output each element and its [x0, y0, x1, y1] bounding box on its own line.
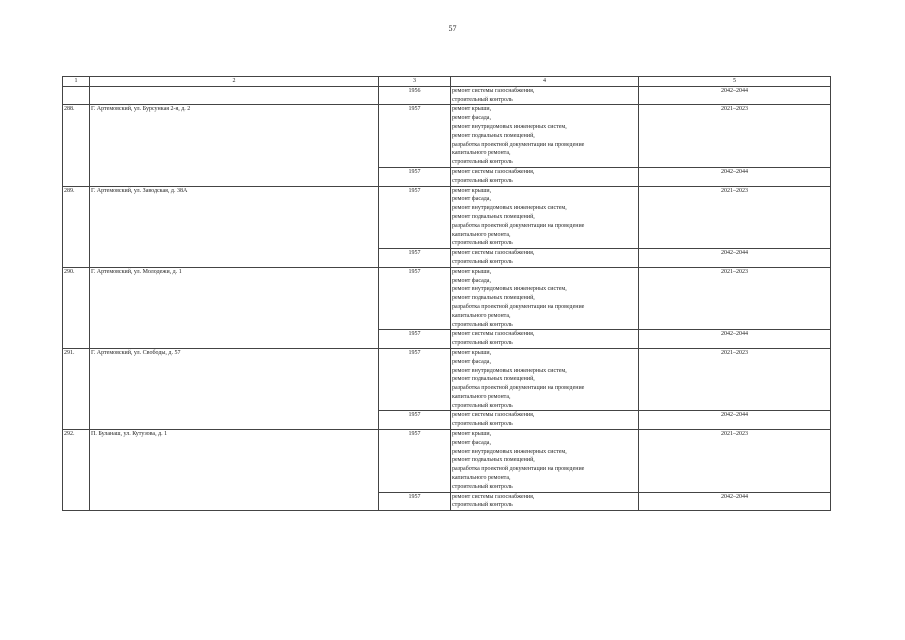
building-address — [90, 86, 379, 105]
year-cell: 1956 — [379, 86, 451, 105]
work-item: ремонт крыши, — [452, 106, 492, 113]
year-cell: 1957 — [379, 348, 451, 411]
work-item: строительный контроль — [452, 483, 513, 490]
header-col-5: 5 — [639, 77, 831, 87]
work-item: ремонт фасада, — [452, 358, 491, 365]
work-item: ремонт крыши, — [452, 349, 492, 356]
table-row — [63, 105, 831, 168]
work-item: капитального ремонта, — [452, 393, 511, 400]
work-item: ремонт подвальных помещений, — [452, 457, 535, 464]
building-address: Г. Артемовский, ул. Бурсункая 2-я, д. 2 — [90, 105, 379, 186]
table-row — [63, 430, 831, 493]
table-row — [63, 186, 831, 249]
work-item: строительный контроль — [452, 240, 513, 247]
work-item: разработка проектной документации на проведение — [452, 385, 585, 392]
year-cell: 1957 — [379, 186, 451, 249]
work-item: разработка проектной документации на проведение — [452, 222, 585, 229]
work-item: ремонт внутридомовых инженерных систем, — [452, 286, 567, 293]
works-list — [451, 105, 639, 168]
work-item: ремонт крыши, — [452, 268, 492, 275]
works-list — [451, 267, 639, 330]
header-col-4: 4 — [451, 77, 639, 87]
work-item: разработка проектной документации на проведение — [452, 466, 585, 473]
year-cell: 1957 — [379, 492, 451, 511]
work-item: строительный контроль — [452, 421, 513, 428]
work-item: капитального ремонта, — [452, 231, 511, 238]
header-col-1: 1 — [63, 77, 90, 87]
work-item: ремонт системы газоснабжения, — [452, 412, 535, 419]
works-list — [451, 249, 639, 268]
work-item: ремонт системы газоснабжения, — [452, 87, 535, 94]
works-list — [451, 430, 639, 493]
repair-period: 2042–2044 — [639, 86, 831, 105]
repair-period: 2042–2044 — [639, 249, 831, 268]
table-row — [63, 348, 831, 411]
row-number: 288. — [63, 105, 90, 186]
row-number: 291. — [63, 348, 90, 429]
work-item: строительный контроль — [452, 502, 513, 509]
repair-period: 2042–2044 — [639, 492, 831, 511]
row-number: 292. — [63, 430, 90, 511]
work-item: ремонт системы газоснабжения, — [452, 250, 535, 257]
page-number: 57 — [448, 24, 457, 33]
repair-period: 2021–2023 — [639, 267, 831, 330]
work-item: строительный контроль — [452, 340, 513, 347]
row-number: 290. — [63, 267, 90, 348]
works-list — [451, 330, 639, 349]
work-item: капитального ремонта, — [452, 150, 511, 157]
work-item: ремонт внутридомовых инженерных систем, — [452, 448, 567, 455]
work-item: ремонт системы газоснабжения, — [452, 493, 535, 500]
work-item: ремонт крыши, — [452, 187, 492, 194]
work-item: капитального ремонта, — [452, 312, 511, 319]
repair-period: 2021–2023 — [639, 105, 831, 168]
works-list — [451, 186, 639, 249]
work-item: строительный контроль — [452, 96, 513, 103]
repair-period: 2021–2023 — [639, 348, 831, 411]
work-item: строительный контроль — [452, 177, 513, 184]
year-cell: 1957 — [379, 249, 451, 268]
works-list — [451, 411, 639, 430]
year-cell: 1957 — [379, 167, 451, 186]
row-number: 289. — [63, 186, 90, 267]
work-item: ремонт системы газоснабжения, — [452, 331, 535, 338]
work-item: ремонт фасада, — [452, 115, 491, 122]
year-cell: 1957 — [379, 330, 451, 349]
year-cell: 1957 — [379, 267, 451, 330]
work-item: ремонт подвальных помещений, — [452, 376, 535, 383]
work-item: ремонт подвальных помещений, — [452, 295, 535, 302]
table-row — [63, 267, 831, 330]
work-item: строительный контроль — [452, 258, 513, 265]
work-item: ремонт фасада, — [452, 439, 491, 446]
work-item: строительный контроль — [452, 321, 513, 328]
work-item: ремонт крыши, — [452, 431, 492, 438]
repair-period: 2021–2023 — [639, 186, 831, 249]
table-header-row — [63, 77, 831, 87]
year-cell: 1957 — [379, 430, 451, 493]
row-number — [63, 86, 90, 105]
work-item: ремонт внутридомовых инженерных систем, — [452, 367, 567, 374]
header-col-2: 2 — [90, 77, 379, 87]
work-item: ремонт внутридомовых инженерных систем, — [452, 205, 567, 212]
work-item: ремонт внутридомовых инженерных систем, — [452, 123, 567, 130]
capital-repair-table — [62, 76, 831, 511]
works-list — [451, 492, 639, 511]
work-item: строительный контроль — [452, 159, 513, 166]
year-cell: 1957 — [379, 105, 451, 168]
header-col-3: 3 — [379, 77, 451, 87]
repair-period: 2042–2044 — [639, 167, 831, 186]
work-item: разработка проектной документации на проведение — [452, 303, 585, 310]
work-item: ремонт подвальных помещений, — [452, 132, 535, 139]
repair-period: 2042–2044 — [639, 330, 831, 349]
works-list — [451, 167, 639, 186]
work-item: ремонт подвальных помещений, — [452, 213, 535, 220]
work-item: ремонт фасада, — [452, 196, 491, 203]
table-row — [63, 86, 831, 105]
building-address: П. Буланаш, ул. Кутузова, д. 1 — [90, 430, 379, 511]
work-item: разработка проектной документации на проведение — [452, 141, 585, 148]
works-list — [451, 86, 639, 105]
work-item: капитального ремонта, — [452, 475, 511, 482]
building-address: Г. Артемовский, ул. Молодежи, д. 1 — [90, 267, 379, 348]
repair-period: 2042–2044 — [639, 411, 831, 430]
building-address: Г. Артемовский, ул. Заводская, д. 38А — [90, 186, 379, 267]
work-item: строительный контроль — [452, 402, 513, 409]
works-list — [451, 348, 639, 411]
work-item: ремонт фасада, — [452, 277, 491, 284]
repair-period: 2021–2023 — [639, 430, 831, 493]
year-cell: 1957 — [379, 411, 451, 430]
work-item: ремонт системы газоснабжения, — [452, 168, 535, 175]
building-address: Г. Артемовский, ул. Свободы, д. 57 — [90, 348, 379, 429]
